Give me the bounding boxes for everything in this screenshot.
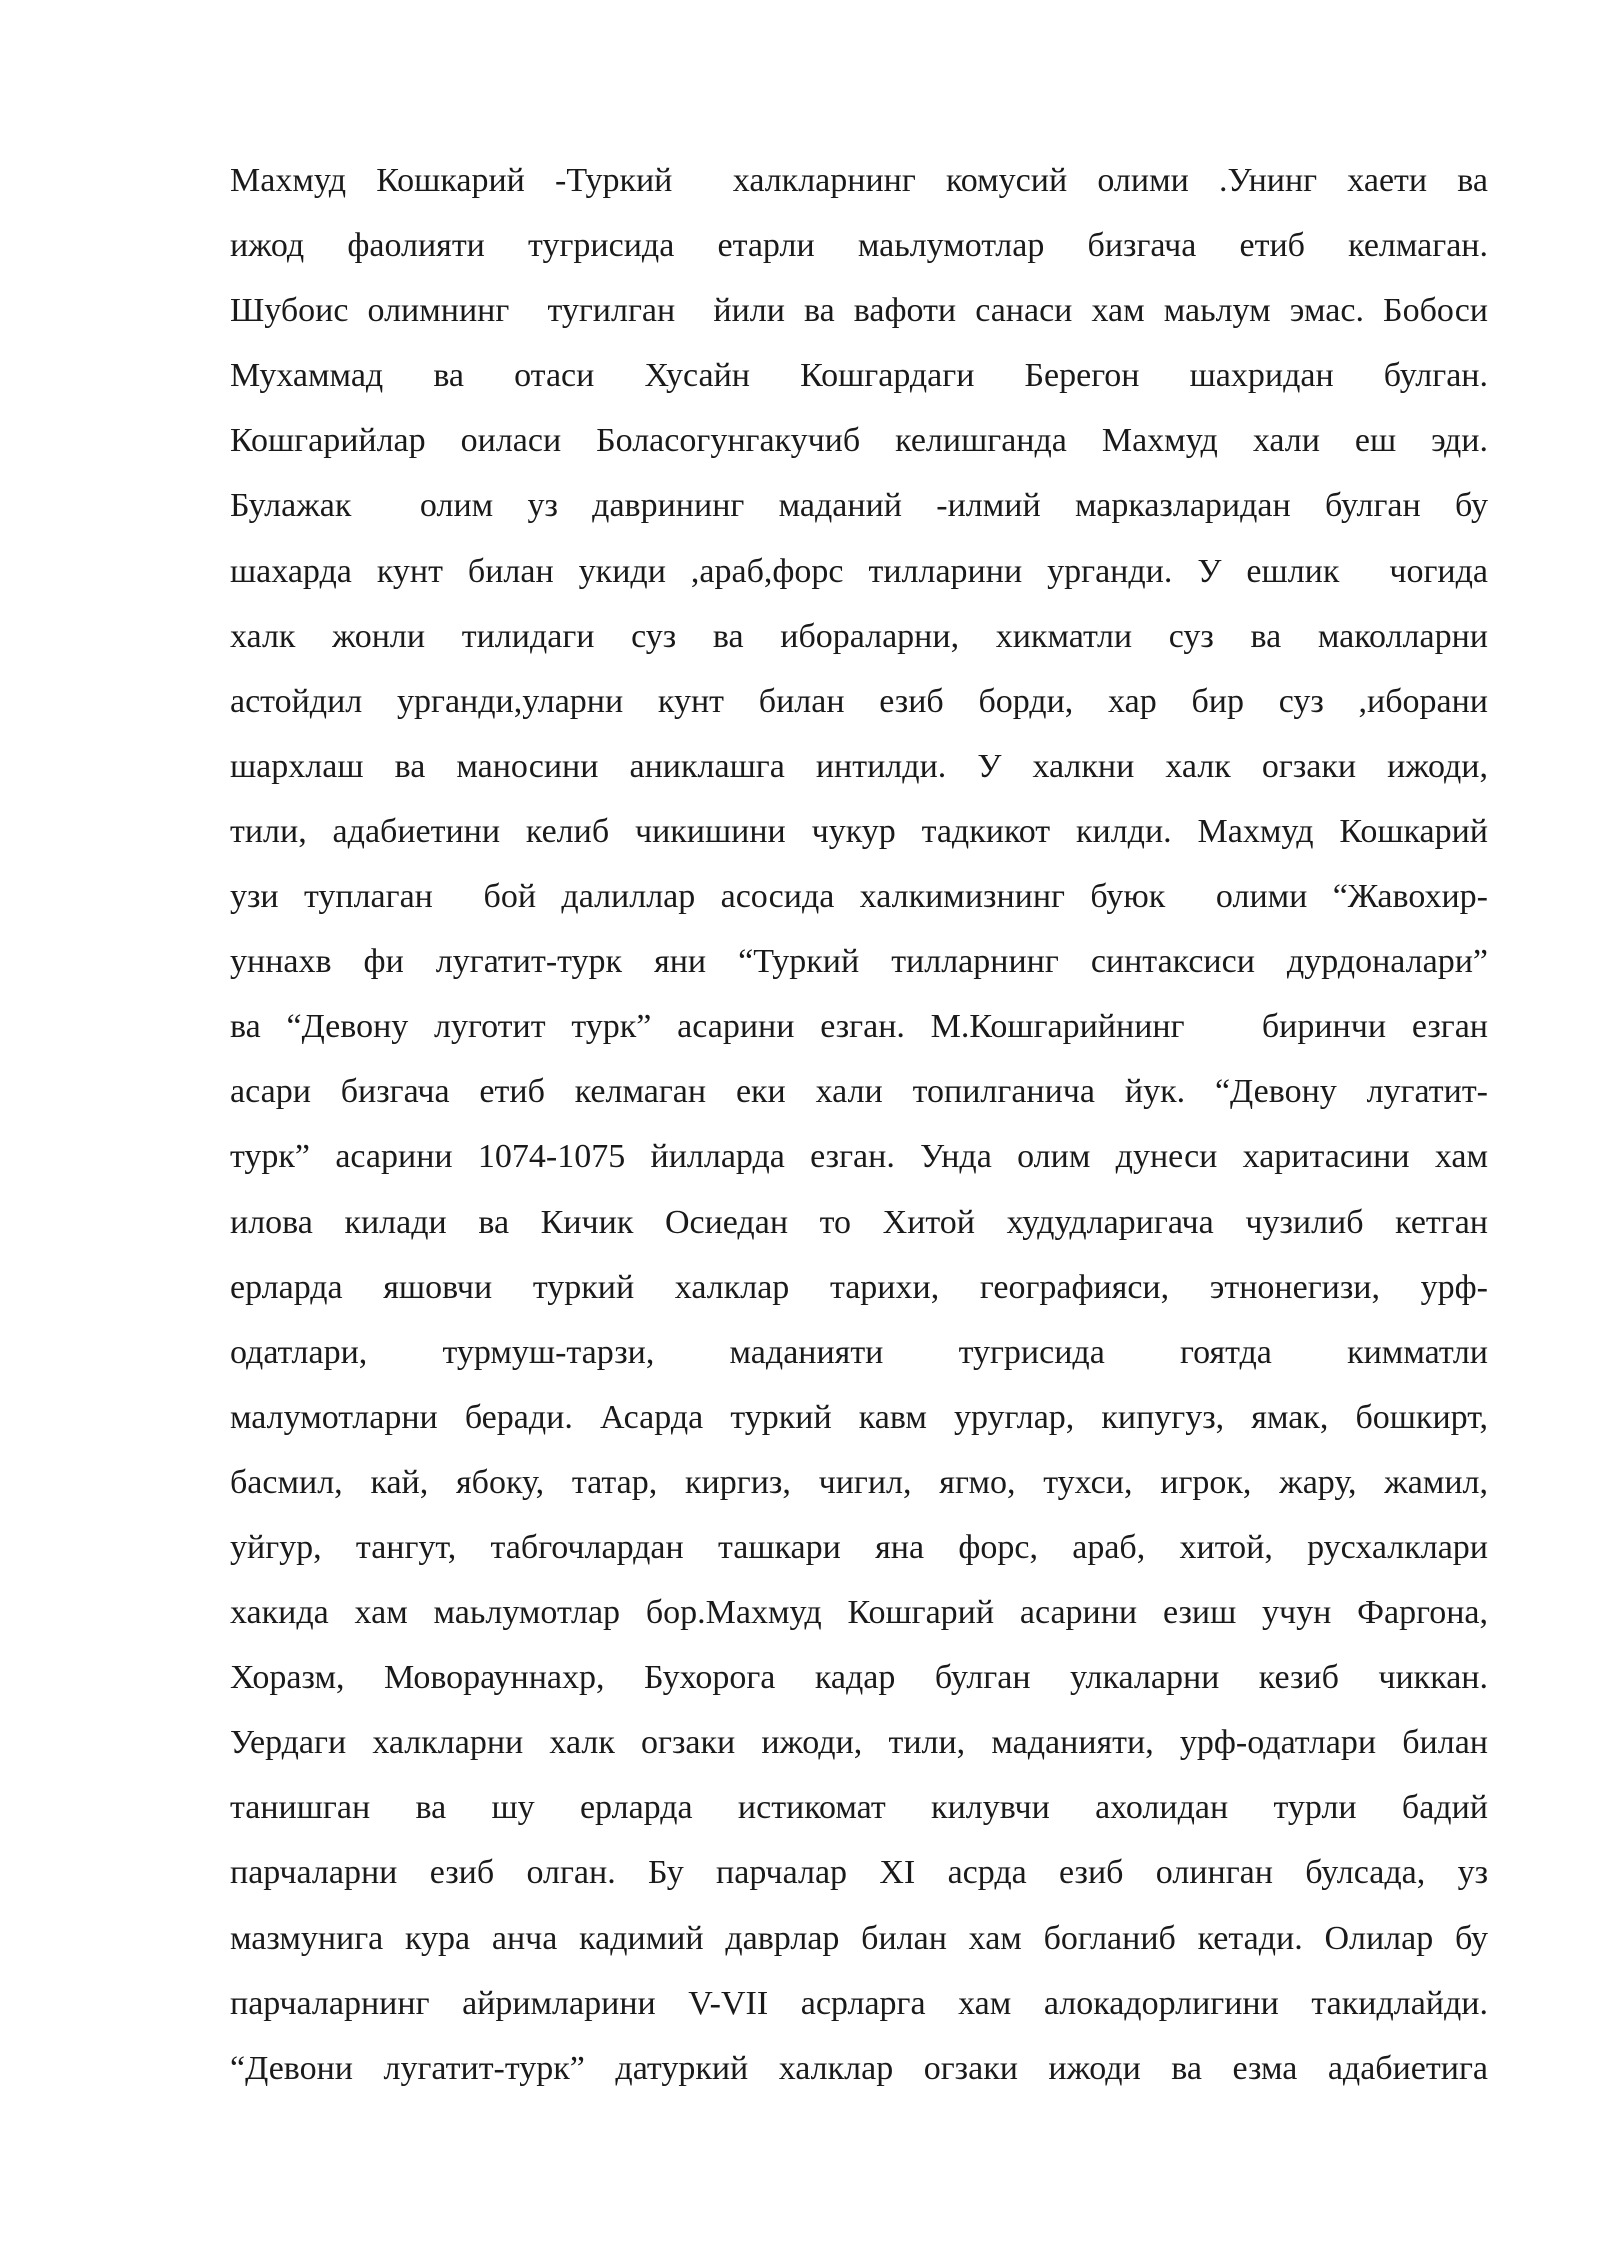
- text-line: шархлаш ва маносини аниклашга интилди. У халкни халк огзаки ижоди,: [230, 747, 1488, 785]
- text-line: Хоразм, Моворауннахр, Бухорога кадар булган улкаларни кезиб чиккан.: [230, 1659, 1488, 1697]
- text-line: Уердаги халкларни халк огзаки ижоди, тили, маданияти, урф-одатлари билан: [230, 1724, 1488, 1762]
- text-line: ерларда яшовчи туркий халклар тарихи, географияси, этнонегизи, урф-: [230, 1268, 1488, 1306]
- text-line: ижод фаолияти тугрисида етарли маьлумотлар бизгача етиб келмаган.: [230, 227, 1488, 265]
- text-line: Мухаммад ва отаси Хусайн Кошгардаги Берегон шахридан булган.: [230, 357, 1488, 395]
- text-line: уннахв фи лугатит-турк яни “Туркий тилларнинг синтаксиси дурдоналари”: [230, 943, 1488, 981]
- text-line: ва “Девону луготит турк” асарини езган. М.Кошгарийнинг биринчи езган: [230, 1008, 1488, 1046]
- text-line: асари бизгача етиб келмаган еки хали топилганича йук. “Девону лугатит-: [230, 1073, 1488, 1111]
- text-line: астойдил урганди,уларни кунт билан езиб борди, хар бир суз ,иборани: [230, 682, 1488, 720]
- text-line: узи туплаган бой далиллар асосида халкимизнинг буюк олими “Жавохир-: [230, 878, 1488, 916]
- text-line: парчаларни езиб олган. Бу парчалар XI асрда езиб олинган булсада, уз: [230, 1854, 1488, 1892]
- text-line: халк жонли тилидаги суз ва ибораларни, хикматли суз ва маколларни: [230, 617, 1488, 655]
- text-line: тили, адабиетини келиб чикишини чукур тадкикот килди. Махмуд Кошкарий: [230, 812, 1488, 850]
- text-line: Булажак олим уз даврининг маданий -илмий марказларидан булган бу: [230, 487, 1488, 525]
- text-line: одатлари, турмуш-тарзи, маданияти тугрисида гоятда кимматли: [230, 1333, 1488, 1371]
- text-line: Шубоис олимнинг тугилган йили ва вафоти санаси хам маьлум эмас. Бобоси: [230, 292, 1488, 330]
- text-line: Махмуд Кошкарий -Туркий халкларнинг комусий олими .Унинг хаети ва: [230, 162, 1488, 199]
- text-line: парчаларнинг айримларини V-VII асрларга хам алокадорлигини такидлайди.: [230, 1984, 1488, 2022]
- text-line: турк” асарини 1074-1075 йилларда езган. Унда олим дунеси харитасини хам: [230, 1138, 1488, 1176]
- text-line: “Девони лугатит-турк” датуркий халклар огзаки ижоди ва езма адабиетига: [230, 2049, 1488, 2087]
- text-line: шахарда кунт билан укиди ,араб,форс тилларини урганди. У ешлик чогида: [230, 552, 1488, 590]
- text-line: мазмунига кура анча кадимий даврлар билан хам богланиб кетади. Олилар бу: [230, 1919, 1488, 1957]
- text-line: илова килади ва Кичик Осиедан то Хитой худудларигача чузилиб кетган: [230, 1203, 1488, 1241]
- text-line: танишган ва шу ерларда истикомат килувчи ахолидан турли бадий: [230, 1789, 1488, 1827]
- text-line: малумотларни беради. Асарда туркий кавм уруглар, кипугуз, ямак, бошкирт,: [230, 1398, 1488, 1436]
- text-line: хакида хам маьлумотлар бор.Махмуд Кошгарий асарини езиш учун Фаргона,: [230, 1594, 1488, 1632]
- text-line: уйгур, тангут, табгочлардан ташкари яна форс, араб, хитой, русхалклари: [230, 1528, 1488, 1566]
- text-line: Кошгарийлар оиласи Боласогунгакучиб келишганда Махмуд хали еш эди.: [230, 422, 1488, 460]
- text-line: басмил, кай, ябоку, татар, киргиз, чигил, ягмо, тухси, игрок, жару, жамил,: [230, 1463, 1488, 1501]
- body-paragraph: [230, 148, 1488, 2101]
